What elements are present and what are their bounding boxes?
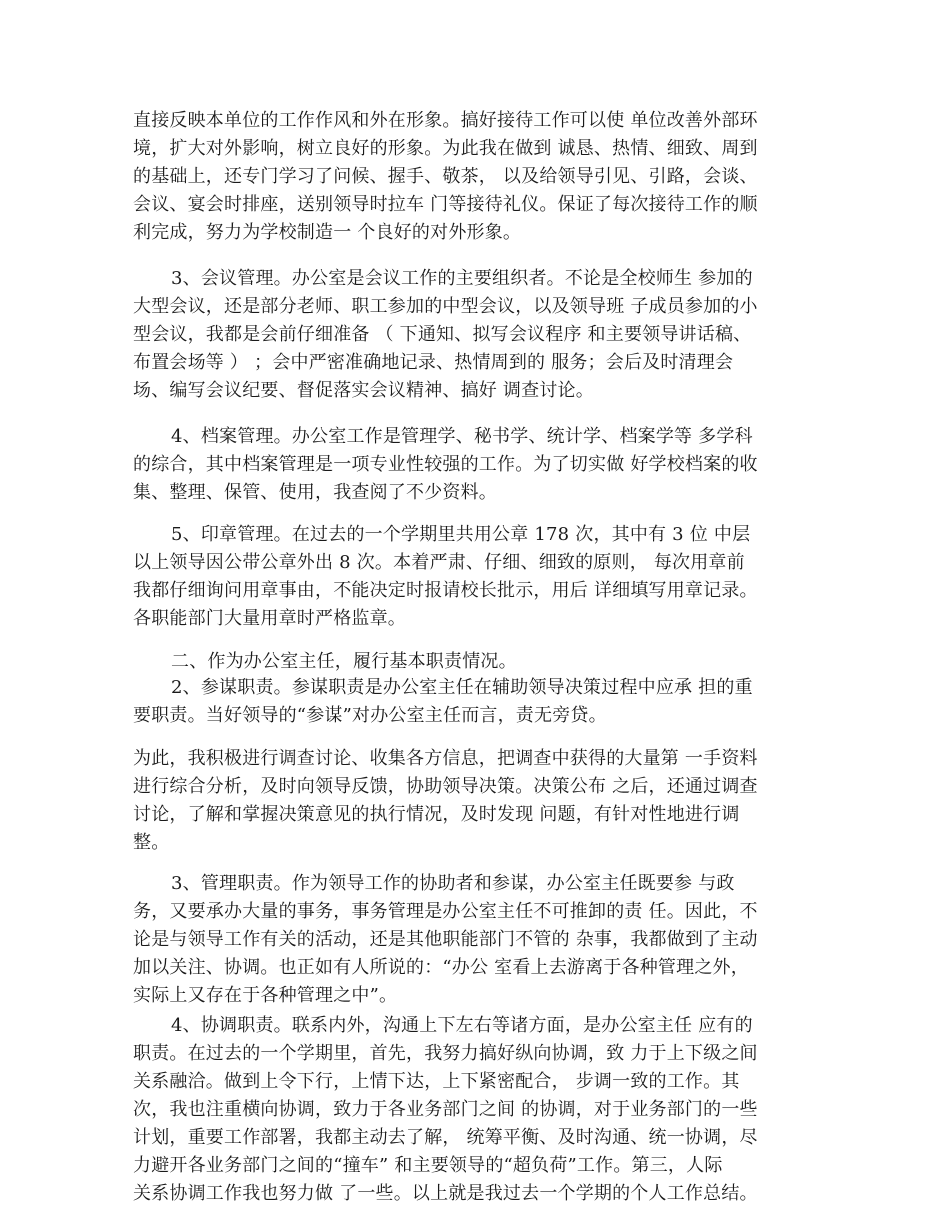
text-line: 整。 (133, 832, 170, 853)
text-line: 型会议，我都是会前仔细准备 （ 下通知、拟写会议程序 和主要领导讲话稿、 (133, 324, 752, 345)
text-line: 5、印章管理。在过去的一个学期里共用公章 178 次，其中有 3 位 中层 (171, 524, 751, 545)
paragraph-management-duty (133, 870, 813, 1010)
text-line: 关系融洽。做到上令下行，上情下达，上下紧密配合， 步调一致的工作。其 (133, 1071, 740, 1092)
paragraph-coordination-duty (133, 1012, 813, 1208)
text-line: 利完成，努力为学校制造一 个良好的对外形象。 (133, 222, 522, 243)
text-line: 职责。在过去的一个学期里，首先，我努力搞好纵向协调，致 力于上下级之间 (133, 1043, 758, 1064)
text-line: 我都仔细询问用章事由，不能决定时报请校长批示，用后 详细填写用章记录。 (133, 580, 758, 601)
text-line: 场、编写会议纪要、督促落实会议精神、搞好 调查讨论。 (133, 380, 594, 401)
text-line: 进行综合分析，及时向领导反馈，协助领导决策。决策公布 之后，还通过调查 (133, 776, 758, 797)
text-line: 各职能部门大量用章时严格监章。 (133, 608, 406, 629)
text-line: 3、会议管理。办公室是会议工作的主要组织者。不论是全校师生 参加的 (171, 268, 753, 289)
text-line: 务，又要承办大量的事务，事务管理是办公室主任不可推卸的责 任。因此，不 (133, 901, 758, 922)
text-line: 的综合，其中档案管理是一项专业性较强的工作。为了切实做 好学校档案的收 (133, 454, 758, 475)
section-heading: 二、作为办公室主任，履行基本职责情况。 (171, 651, 517, 672)
text-line: 会议、宴会时排座，送别领导时拉车 门等接待礼仪。保证了每次接待工作的顺 (133, 194, 758, 215)
section-heading-two (133, 648, 813, 676)
text-line: 集、整理、保管、使用，我查阅了不少资料。 (133, 482, 497, 503)
paragraph-seal-management (133, 521, 813, 633)
text-line: 要职责。当好领导的“参谋”对办公室主任而言，责无旁贷。 (133, 705, 607, 726)
paragraph-reception (133, 107, 813, 247)
text-line: 大型会议，还是部分老师、职工参加的中型会议，以及领导班 子成员参加的小 (133, 296, 758, 317)
text-line: 加以关注、协调。也正如有人所说的：“办公 室看上去游离于各种管理之外， (133, 957, 749, 978)
text-line: 3、管理职责。作为领导工作的协助者和参谋，办公室主任既要参 与政 (171, 873, 735, 894)
paragraph-advisory-duty (133, 674, 813, 730)
paragraph-archive-management (133, 423, 813, 507)
text-line: 的基础上，还专门学习了问候、握手、敬茶， 以及给领导引见、引路，会谈、 (133, 166, 758, 187)
text-line: 4、协调职责。联系内外，沟通上下左右等诸方面，是办公室主任 应有的 (171, 1015, 753, 1036)
text-line: 力避开各业务部门之间的“撞车” 和主要领导的“超负荷”工作。第三，人际 (133, 1155, 723, 1176)
paragraph-advisory-detail (133, 745, 813, 857)
text-line: 以上领导因公带公章外出 8 次。本着严肃、仔细、细致的原则， 每次用章前 (133, 552, 745, 573)
text-line: 讨论，了解和掌握决策意见的执行情况，及时发现 问题，有针对性地进行调 (133, 804, 740, 825)
text-line: 计划，重要工作部署，我都主动去了解， 统筹平衡、及时沟通、统一协调，尽 (133, 1127, 758, 1148)
text-line: 布置会场等 ） ；会中严密准确地记录、热情周到的 服务；会后及时清理会 (133, 352, 734, 373)
paragraph-meeting-management (133, 265, 813, 405)
text-line: 关系协调工作我也努力做 了一些。以上就是我过去一个学期的个人工作总结。 (133, 1183, 758, 1204)
text-line: 实际上又存在于各种管理之中”。 (133, 985, 398, 1006)
text-line: 论是与领导工作有关的活动，还是其他职能部门不管的 杂事，我都做到了主动 (133, 929, 758, 950)
text-line: 2、参谋职责。参谋职责是办公室主任在辅助领导决策过程中应承 担的重 (171, 677, 753, 698)
text-line: 次，我也注重横向协调，致力于各业务部门之间 的协调，对于业务部门的一些 (133, 1099, 758, 1120)
text-line: 4、档案管理。办公室工作是管理学、秘书学、统计学、档案学等 多学科 (171, 426, 753, 447)
text-line: 为此，我积极进行调查讨论、收集各方信息，把调查中获得的大量第 一手资料 (133, 748, 758, 769)
text-line: 直接反映本单位的工作作风和外在形象。搞好接待工作可以使 单位改善外部环 (133, 110, 758, 131)
text-line: 境，扩大对外影响，树立良好的形象。为此我在做到 诚恳、热情、细致、周到 (133, 138, 758, 159)
